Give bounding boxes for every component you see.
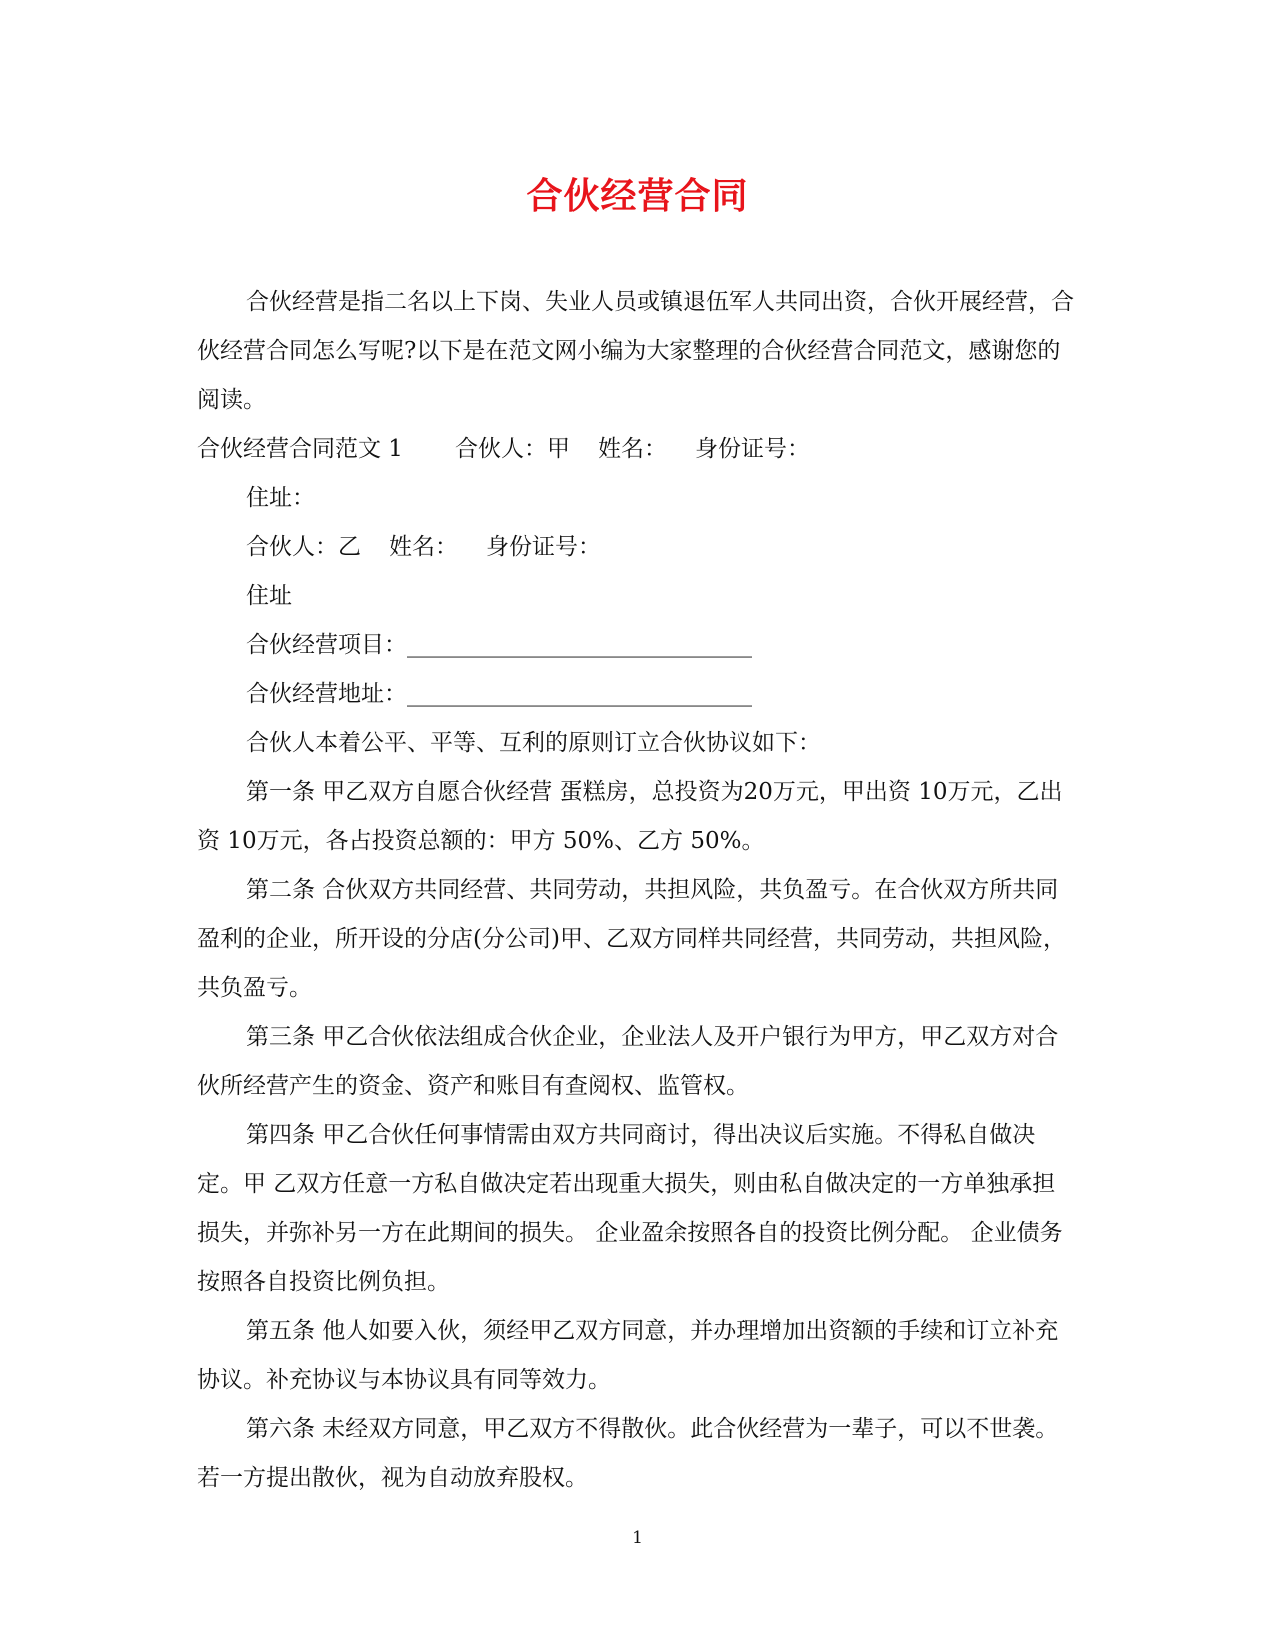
article-5: 第五条 他人如要入伙，须经甲乙双方同意，并办理增加出资额的手续和订立补充协议。补充协议与本协议具有同等效力。: [197, 1318, 1059, 1393]
sample-heading-line: [197, 425, 1077, 474]
page-number: 1: [632, 1528, 643, 1548]
partner-a-name-label: 姓名：: [597, 436, 667, 462]
partner-b-address-label: 住址: [246, 583, 292, 609]
article-4: 第四条 甲乙合伙任何事情需由双方共同商讨，得出决议后实施。不得私自做决定。甲 乙双方任意一方私自做决定若出现重大损失，则由私自做决定的一方单独承担损失，并弥补另一方在此期间的损失。 企业盈余按照各自的投资比例分配。 企业债务按照各自投资比例负担。: [197, 1122, 1063, 1295]
article-2: 第二条 合伙双方共同经营、共同劳动，共担风险，共负盈亏。在合伙双方所共同盈利的企业，所开设的分店(分公司)甲、乙双方同样共同经营，共同劳动，共担风险，共负盈亏。: [197, 877, 1066, 1001]
partner-b-id-label: 身份证号：: [486, 534, 601, 560]
partner-b-name-label: 姓名：: [389, 534, 458, 560]
project-line: [197, 621, 1077, 670]
partner-b-role: 合伙人：乙: [246, 534, 361, 560]
intro-paragraph: 合伙经营是指二名以上下岗、失业人员或镇退伍军人共同出资，合伙开展经营，合伙经营合同怎么写呢?以下是在范文网小编为大家整理的合伙经营合同范文，感谢您的阅读。: [197, 289, 1074, 413]
article-3: 第三条 甲乙合伙依法组成合伙企业，企业法人及开户银行为甲方，甲乙双方对合伙所经营产生的资金、资产和账目有查阅权、监管权。: [197, 1024, 1059, 1099]
article-1: 第一条 甲乙双方自愿合伙经营 蛋糕房，总投资为20万元，甲出资 10万元，乙出资 10万元，各占投资总额的：甲方 50%、乙方 50%。: [197, 779, 1063, 854]
site-label: 合伙经营地址：: [246, 681, 407, 707]
sample-title: 合伙经营合同范文 1: [197, 436, 403, 462]
project-label: 合伙经营项目：: [246, 632, 407, 658]
document-body: [197, 278, 1077, 1503]
partner-a-id-label: 身份证号：: [694, 436, 810, 462]
site-line: [197, 670, 1077, 719]
partner-b-line: [197, 523, 1077, 572]
project-blank: ______________________________: [407, 632, 752, 658]
site-blank: ______________________________: [407, 681, 752, 707]
partner-a-role: 合伙人：甲: [454, 436, 570, 462]
article-6: 第六条 未经双方同意，甲乙双方不得散伙。此合伙经营为一辈子，可以不世袭。若一方提出散伙，视为自动放弃股权。: [197, 1416, 1059, 1491]
partner-a-address-label: 住址：: [246, 485, 315, 511]
document-title: 合伙经营合同: [526, 175, 749, 217]
preamble-paragraph: 合伙人本着公平、平等、互利的原则订立合伙协议如下：: [246, 730, 821, 756]
